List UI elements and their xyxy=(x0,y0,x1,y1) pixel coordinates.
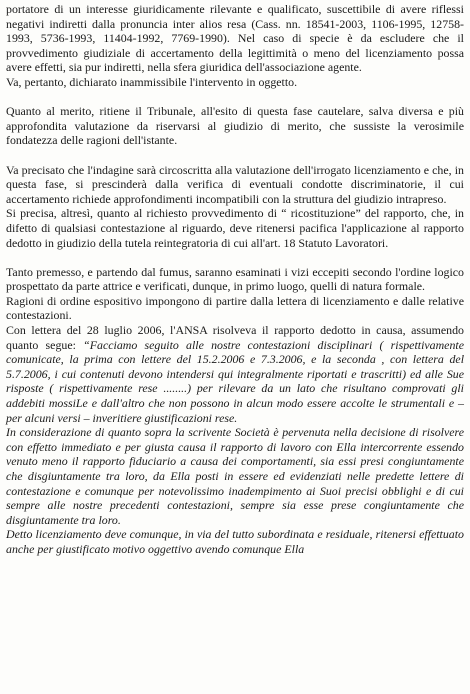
paragraph-merit xyxy=(6,104,464,148)
paragraph-text: Ragioni di ordine espositivo impongono di partire dalla lettera di licenziamento e dalle relative contestazioni. xyxy=(6,293,464,323)
paragraph-text: portatore di un interesse giuridicamente rilevante e qualificato, suscettibile di avere riflessi negativi indiretti dalla pronuncia inter alios resa (Cass. nn. 18541-2003, 1106-1995, 12758-1993, 5736-1993, 11404-1992, 7769-1990). Nel caso di specie è da escludere che il provvedimento giudiziale di accertamento della legittimità o meno del licenziamento possa avere effetti, sia pur indiretti, nella sfera giuridica dell'associazione agente. xyxy=(6,2,464,75)
paragraph-reinstatement xyxy=(6,206,464,250)
paragraph-scope xyxy=(6,163,464,207)
quoted-letter-text: Detto licenziamento deve comunque, in via del tutto subordinata e residuale, ritenersi effettuato anche per giustificato motivo oggettivo avendo comunque Ella xyxy=(6,527,464,556)
paragraph-text: Con lettera del 28 luglio 2006, l'ANSA risolveva il rapporto dedotto in causa, assumendo quanto segue: xyxy=(6,323,464,352)
paragraph-intervention-standing xyxy=(6,2,464,75)
document-body xyxy=(6,2,464,557)
paragraph-letter-subordinate xyxy=(6,527,464,556)
paragraph-text: Si precisa, altresì, quanto al richiesto provvedimento di “ ricostituzione” del rapporto, che, in difetto di qualsiasi contestazione al riguardo, deve ritenersi pacifica l'applicazione al rapporto dedotto in giudizio della tutela reintegratoria di cui all'art. 18 Statuto Lavoratori. xyxy=(6,206,464,250)
paragraph-letter-intro xyxy=(6,323,464,425)
paragraph-gap xyxy=(6,250,464,265)
paragraph-gap xyxy=(6,90,464,105)
paragraph-letter-consideration xyxy=(6,425,464,527)
paragraph-inadmissible xyxy=(6,75,464,90)
quoted-letter-text: “Facciamo seguito alle nostre contestazioni disciplinari ( rispettivamente comunicate, la prima con lettere del 15.2.2006 e 7.3.2006, e la seconda , con lettera del 5.7.2006, i cui contenuti devono intendersi qui integralmente riportati e trascritti) ed alle Sue risposte ( rispettivamente rese ........) per rilevare da un lato che risultano comprovati gli addebiti mossiLe e dall'altro che non possono in alcun modo essere accolte le strumentali e – per alcuni versi – inveritiere giustificazioni rese. xyxy=(6,337,464,425)
paragraph-text: Va, pertanto, dichiarato inammissibile l'intervento in oggetto. xyxy=(6,74,298,89)
paragraph-text: Tanto premesso, e partendo dal fumus, saranno esaminati i vizi eccepiti secondo l'ordine logico prospettato da parte attrice e verificati, dunque, in primo luogo, quelli di natura formale. xyxy=(6,264,464,294)
paragraph-gap xyxy=(6,148,464,163)
paragraph-order xyxy=(6,294,464,323)
paragraph-text: Va precisato che l'indagine sarà circoscritta alla valutazione dell'irrogato licenziamento e che, in questa fase, si prescinderà dalla verifica di eventuali condotte discriminatorie, il cui accertamento richiede approfondimenti incompatibili con la struttura del giudizio intrapreso. xyxy=(6,162,464,206)
paragraph-fumus xyxy=(6,265,464,294)
paragraph-text: Quanto al merito, ritiene il Tribunale, all'esito di questa fase cautelare, salva diversa e più approfondita valutazione da riservarsi al giudizio di merito, che sussiste la verosimile fondatezza delle ragioni dell'istante. xyxy=(6,104,464,148)
quoted-letter-text: In considerazione di quanto sopra la scrivente Società è pervenuta nella decisione di risolvere con effetto immediato e per giusta causa il rapporto di lavoro con Ella intercorrente essendo venuto meno il rapporto fiduciario a causa dei comportamenti, sia essi presi congiuntamente che disgiuntamente tra loro, da Ella posti in essere ed evidenziati nelle predette lettere di contestazione e comunque per notevolissimo inadempimento ai Suoi precisi obblighi e di cui sempre alle nostre precedenti contestazioni, sempre sia esse prese congiuntamente che disgiuntamente tra loro. xyxy=(6,425,464,527)
